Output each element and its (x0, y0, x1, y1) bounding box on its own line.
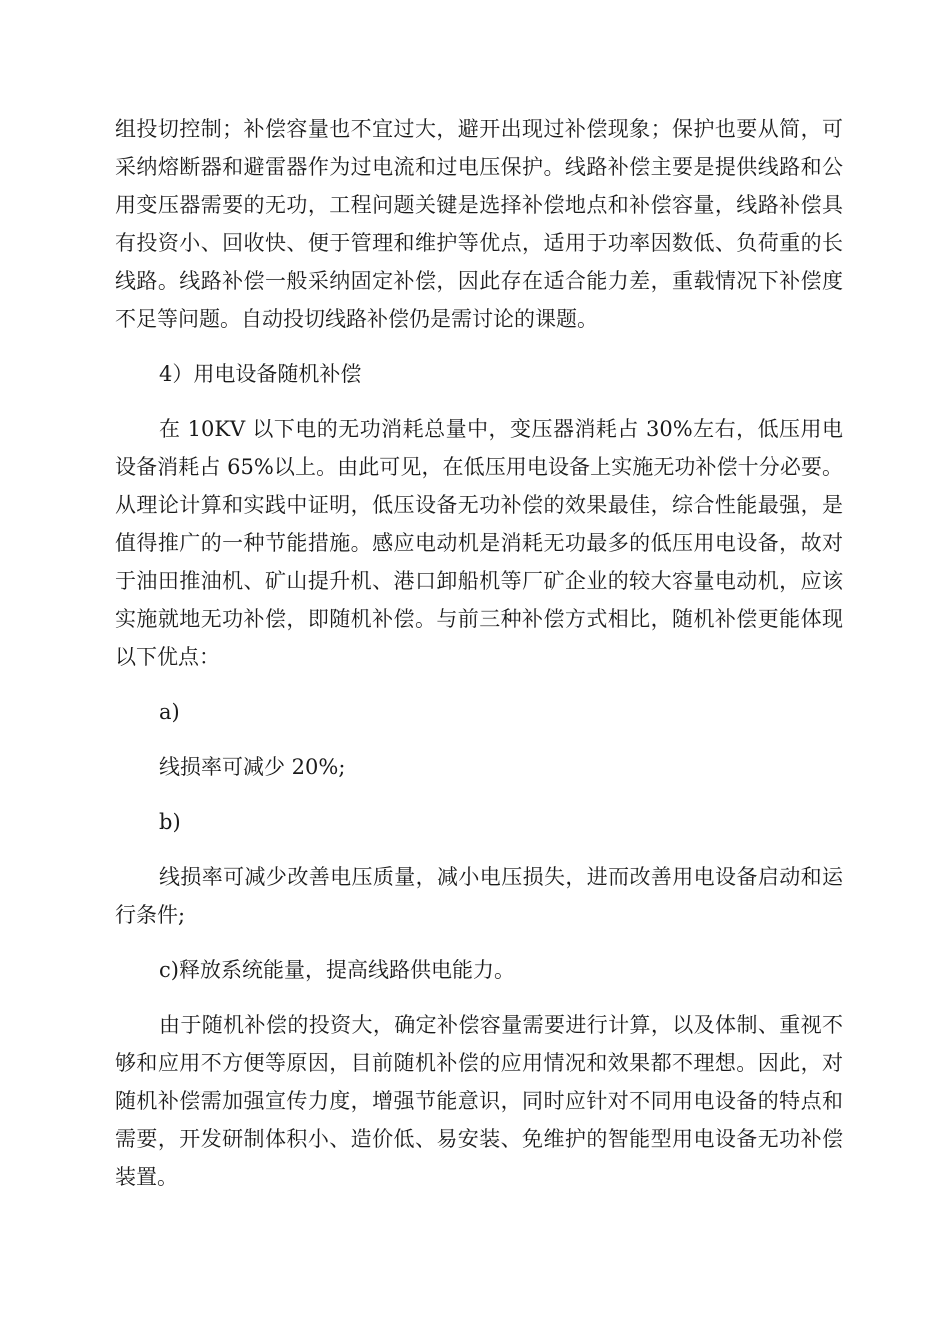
paragraph-conclusion: 由于随机补偿的投资大，确定补偿容量需要进行计算，以及体制、重视不够和应用不方便等原因，目前随机补偿的应用情况和效果都不理想。因此，对随机补偿需加强宣传力度，增强节能意识，同时应针对不同用电设备的特点和需要，开发研制体积小、造价低、易安装、免维护的智能型用电设备无功补偿装置。 (115, 1013, 843, 1189)
list-item-c: c)释放系统能量，提高线路供电能力。 (159, 958, 515, 982)
paragraph-equipment-compensation: 在 10KV 以下电的无功消耗总量中，变压器消耗占 30%左右，低压用电设备消耗占 65%以上。由此可见，在低压用电设备上实施无功补偿十分必要。从理论计算和实践中证明，低压设备无功补偿的效果最佳，综合性能最强，是值得推广的一种节能措施。感应电动机是消耗无功最多的低压用电设备，故对于油田推油机、矿山提升机、港口卸船机等厂矿企业的较大容量电动机，应该实施就地无功补偿，即随机补偿。与前三种补偿方式相比，随机补偿更能体现以下优点： (115, 417, 843, 669)
document-page (115, 110, 843, 1213)
paragraph-line-compensation: 组投切控制；补偿容量也不宜过大，避开出现过补偿现象；保护也要从简，可采纳熔断器和避雷器作为过电流和过电压保护。线路补偿主要是提供线路和公用变压器需要的无功，工程问题关键是选择补偿地点和补偿容量，线路补偿具有投资小、回收快、便于管理和维护等优点，适用于功率因数低、负荷重的长线路。线路补偿一般采纳固定补偿，因此存在适合能力差，重载情况下补偿度不足等问题。自动投切线路补偿仍是需讨论的课题。 (115, 117, 843, 331)
list-marker-b: b) (159, 810, 181, 834)
list-item-b: 线损率可减少改善电压质量，减小电压损失，进而改善用电设备启动和运行条件; (115, 865, 843, 927)
list-item-a: 线损率可减少 20%; (159, 755, 346, 779)
list-marker-a: a) (159, 700, 180, 724)
section-heading-equipment-compensation: 4）用电设备随机补偿 (159, 362, 362, 386)
